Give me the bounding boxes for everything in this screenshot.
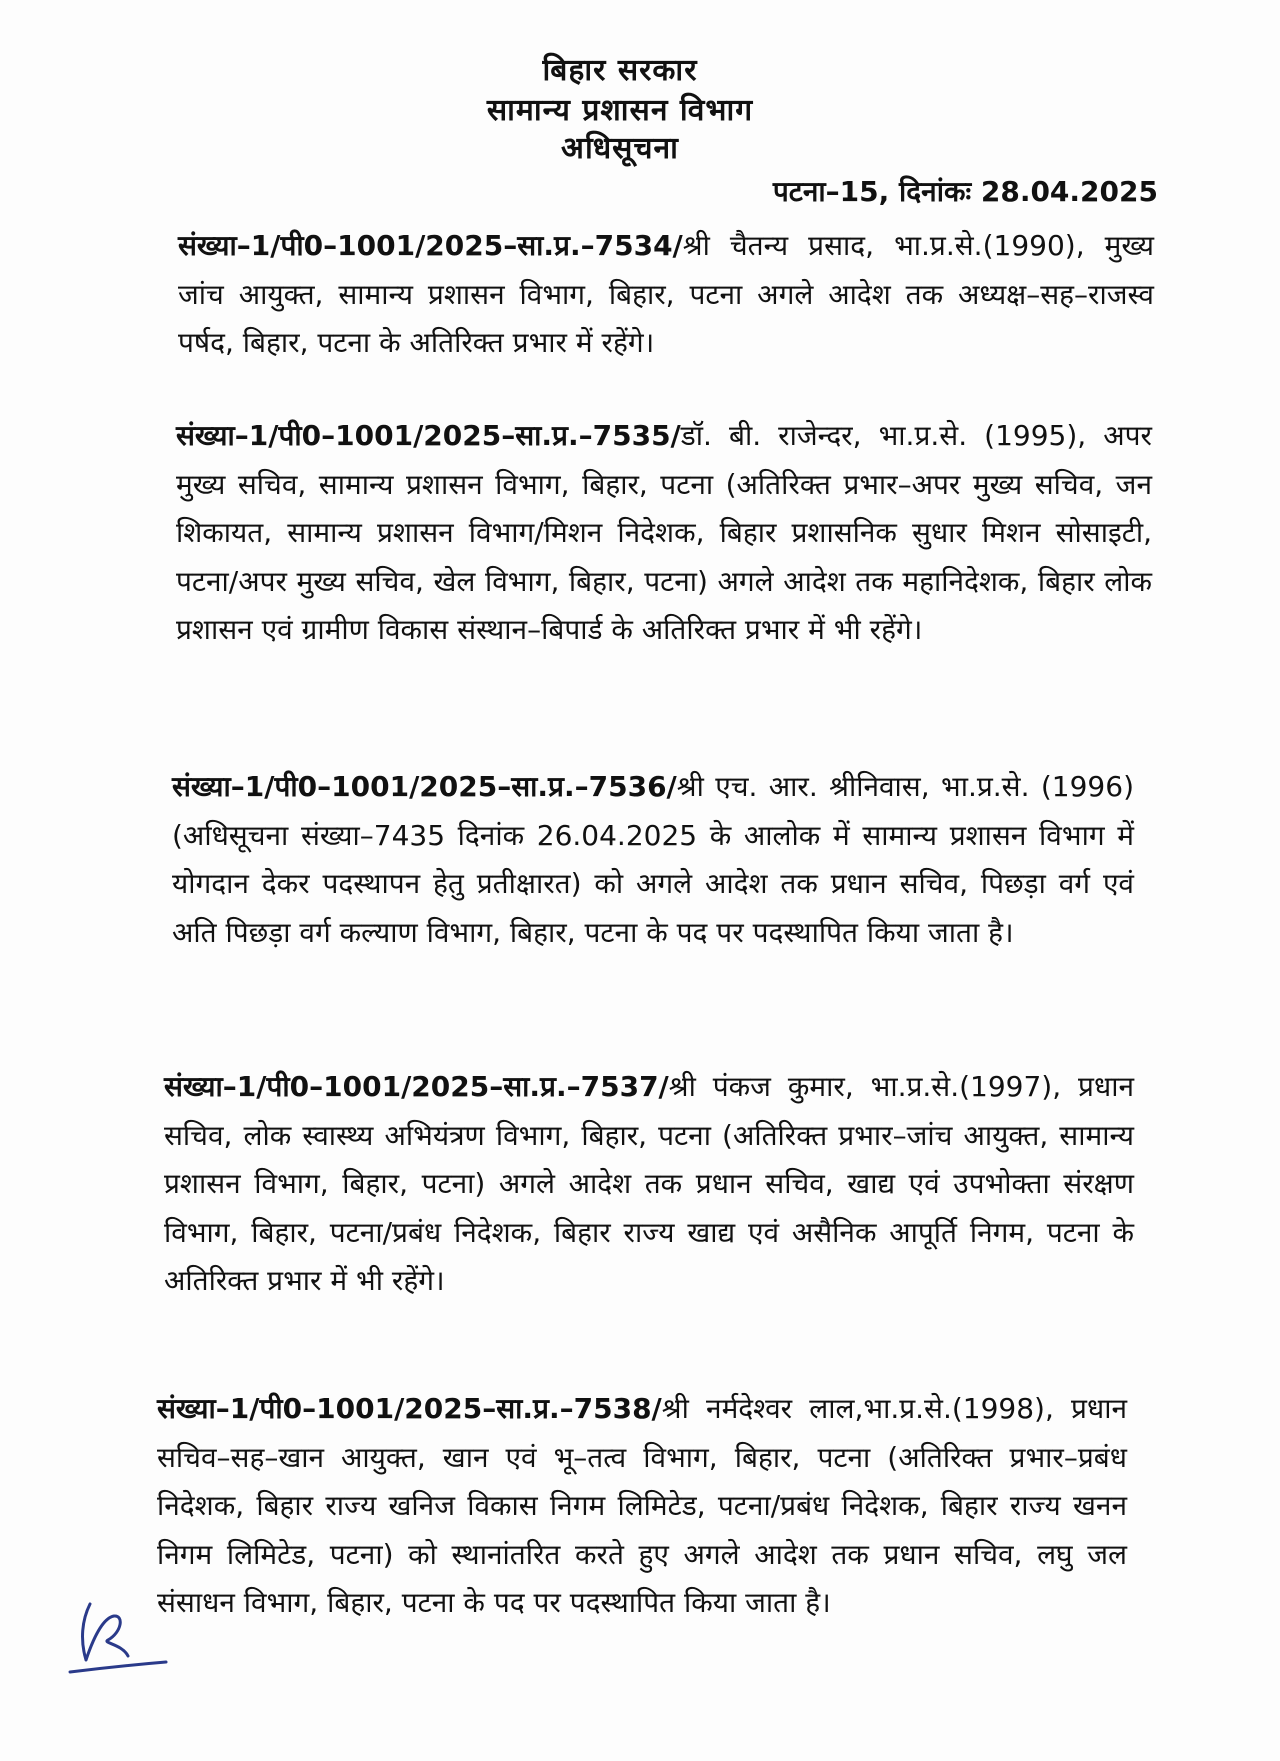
notification-text: डॉ. बी. राजेन्दर, भा.प्र.से. (1995), अपर मुख्य सचिव, सामान्य प्रशासन विभाग, बिहार, पटना (अतिरिक्त प्रभार–अपर मुख्य सचिव, जन शिकायत, सामान्य प्रशासन विभाग/मिशन निदेशक, बिहार प्रशासनिक सुधार मिशन सोसाइटी, पटना/अपर मुख्य सचिव, खेल विभाग, बिहार, पटना) अगले आदेश तक महानिदेशक, बिहार लोक प्रशासन एवं ग्रामीण विकास संस्थान–बिपार्ड के अतिरिक्त प्रभार में भी रहेंगे। (176, 419, 1152, 646)
notification-text: श्री चैतन्य प्रसाद, भा.प्र.से.(1990), मुख्य जांच आयुक्त, सामान्य प्रशासन विभाग, बिहार, पटना अगले आदेश तक अध्यक्ष–सह–राजस्व पर्षद, बिहार, पटना के अतिरिक्त प्रभार में रहेंगे। (178, 229, 1154, 359)
department-title: सामान्य प्रशासन विभाग (486, 93, 754, 128)
notification-number: संख्या–1/पी0–1001/2025–सा.प्र.–7534/ (178, 229, 683, 262)
notification-paragraph (176, 412, 1152, 655)
notification-text: श्री पंकज कुमार, भा.प्र.से.(1997), प्रधान सचिव, लोक स्वास्थ्य अभियंत्रण विभाग, बिहार, पटना (अतिरिक्त प्रभार–जांच आयुक्त, सामान्य प्रशासन विभाग, बिहार, पटना) अगले आदेश तक प्रधान सचिव, खाद्य एवं उपभोक्ता संरक्षण विभाग, बिहार, पटना/प्रबंध निदेशक, बिहार राज्य खाद्य एवं असैनिक आपूर्ति निगम, पटना के अतिरिक्त प्रभार में भी रहेंगे। (164, 1070, 1134, 1297)
notification-number: संख्या–1/पी0–1001/2025–सा.प्र.–7538/ (157, 1392, 662, 1425)
notification-paragraph (172, 763, 1134, 957)
signature-initial-icon (62, 1590, 172, 1680)
notification-text: श्री एच. आर. श्रीनिवास, भा.प्र.से. (1996) (अधिसूचना संख्या–7435 दिनांक 26.04.2025 के आलोक में सामान्य प्रशासन विभाग में योगदान देकर पदस्थापन हेतु प्रतीक्षारत) को अगले आदेश तक प्रधान सचिव, पिछड़ा वर्ग एवं अति पिछड़ा वर्ग कल्याण विभाग, बिहार, पटना के पद पर पदस्थापित किया जाता है। (172, 770, 1134, 949)
notification-number: संख्या–1/पी0–1001/2025–सा.प्र.–7537/ (164, 1070, 669, 1103)
government-title: बिहार सरकार (542, 53, 698, 88)
notification-paragraph (164, 1063, 1134, 1306)
notification-paragraph (157, 1385, 1127, 1628)
notification-text: श्री नर्मदेश्वर लाल,भा.प्र.से.(1998), प्रधान सचिव–सह–खान आयुक्त, खान एवं भू–तत्व विभाग, बिहार, पटना (अतिरिक्त प्रभार–प्रबंध निदेशक, बिहार राज्य खनिज विकास निगम लिमिटेड, पटना/प्रबंध निदेशक, बिहार राज्य खनन निगम लिमिटेड, पटना) को स्थानांतरित करते हुए अगले आदेश तक प्रधान सचिव, लघु जल संसाधन विभाग, बिहार, पटना के पद पर पदस्थापित किया जाता है। (157, 1392, 1127, 1619)
notification-number: संख्या–1/पी0–1001/2025–सा.प्र.–7535/ (176, 419, 681, 452)
notification-number: संख्या–1/पी0–1001/2025–सा.प्र.–7536/ (172, 770, 677, 803)
document-type: अधिसूचना (561, 131, 679, 166)
notification-paragraph (178, 222, 1154, 368)
dateline: पटना–15, दिनांकः 28.04.2025 (772, 175, 1158, 208)
